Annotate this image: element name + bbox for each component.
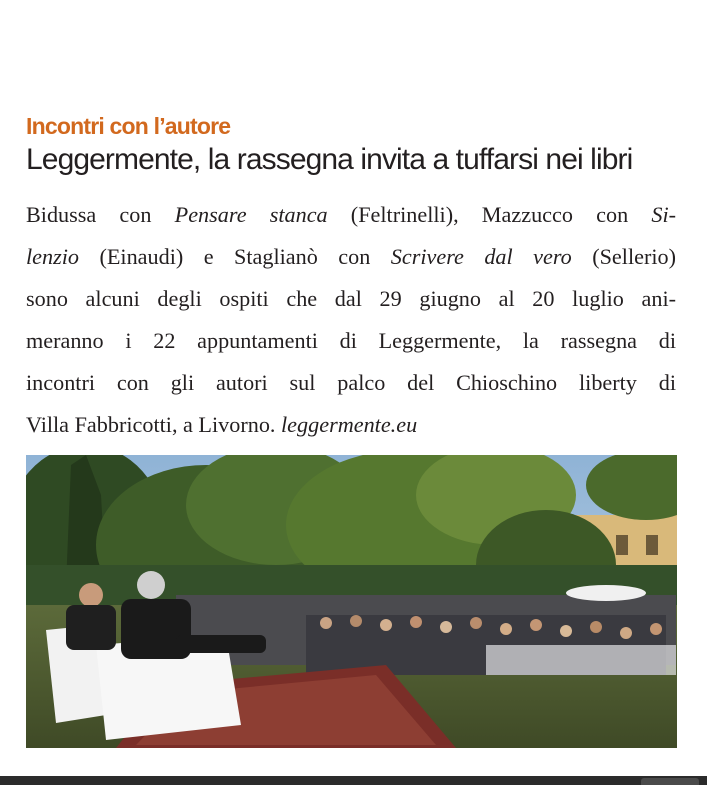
section-kicker: Incontri con l’autore — [26, 113, 231, 139]
book-title: lenzio — [26, 244, 79, 269]
parasol — [566, 585, 646, 601]
footer-bar — [0, 776, 707, 785]
article-body — [26, 194, 676, 446]
event-photo-illustration — [26, 455, 677, 748]
article-headline: Leggermente, la rassegna invita a tuffarsi nei libri — [26, 143, 633, 176]
body-line-6 — [26, 404, 676, 446]
body-text: (Einaudi) e Staglianò con — [79, 244, 391, 269]
book-title: Scrivere dal vero — [390, 244, 572, 269]
body-line-5: incontri con gli autori sul palco del Chioschino liberty di — [26, 370, 676, 395]
body-text: (Feltrinelli), Mazzucco con — [327, 202, 652, 227]
book-title: Si- — [651, 202, 676, 227]
body-line-2 — [26, 236, 676, 278]
footer-tab — [641, 778, 699, 785]
body-line-1 — [26, 194, 676, 236]
body-text: Bidussa con — [26, 202, 175, 227]
event-photo — [26, 455, 677, 748]
body-text: Villa Fabbricotti, a Livorno. — [26, 412, 282, 437]
body-line-3: sono alcuni degli ospiti che dal 29 giugno al 20 luglio ani- — [26, 286, 676, 311]
body-line-4: meranno i 22 appuntamenti di Leggermente, la rassegna di — [26, 328, 676, 353]
book-title: Pensare stanca — [174, 202, 328, 227]
website-link[interactable]: leggermente.eu — [281, 412, 418, 437]
body-text: (Sellerio) — [571, 244, 676, 269]
